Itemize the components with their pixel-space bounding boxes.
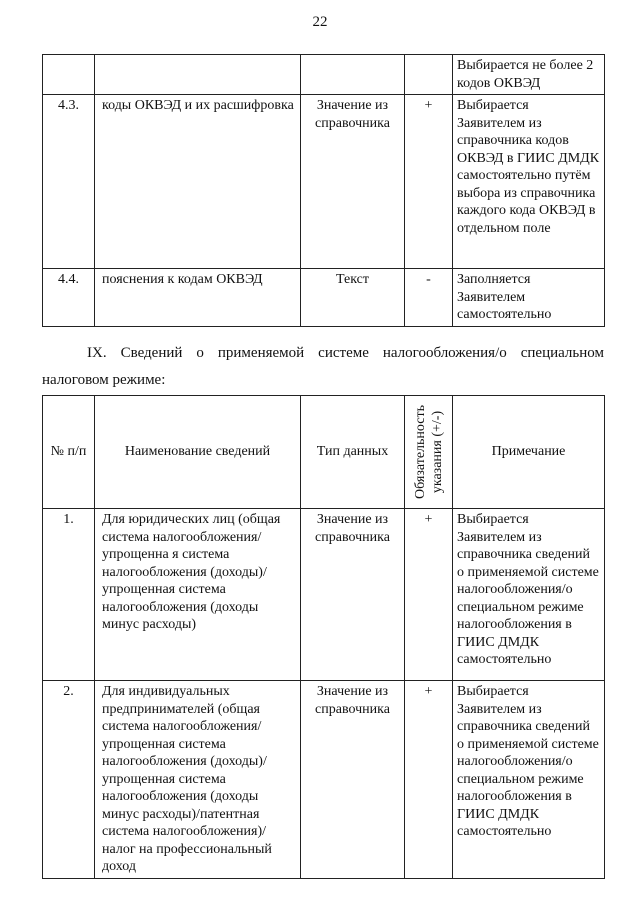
header-required-line2: указания (+/-) xyxy=(429,410,445,494)
row-note: Выбирается не более 2 кодов ОКВЭД xyxy=(453,55,605,95)
header-name: Наименование сведений xyxy=(95,396,301,509)
row-name xyxy=(95,55,301,95)
row-note: Выбирается Заявителем из справочника сведений о применяемой системе налогообложения/о специальном режиме налогообложения в ГИИС ДМДК самостоятельно xyxy=(453,681,605,879)
row-required: + xyxy=(405,509,453,681)
row-number: 2. xyxy=(43,681,95,879)
header-required xyxy=(405,396,453,509)
row-number: 4.4. xyxy=(43,269,95,327)
row-note: Заполняется Заявителем самостоятельно xyxy=(453,269,605,327)
row-number: 1. xyxy=(43,509,95,681)
row-required: - xyxy=(405,269,453,327)
table-row xyxy=(43,269,605,327)
row-required xyxy=(405,55,453,95)
table-row xyxy=(43,509,605,681)
table-row xyxy=(43,55,605,95)
row-type: Значение из справочника xyxy=(301,95,405,269)
okved-table xyxy=(42,54,605,327)
section-heading xyxy=(42,340,604,394)
row-name: Для юридических лиц (общая система налогообложения/упрощенна я система налогообложения (доходы)/упрощенная система налогообложения (доходы минус расходы) xyxy=(95,509,301,681)
page-number: 22 xyxy=(312,14,328,30)
row-name: Для индивидуальных предпринимателей (общая система налогообложения/ упрощенная система налогообложения (доходы)/ упрощенная система налогообложения (доходы минус расходы)/патентная система налогообложения)/ налог на профессиональный доход xyxy=(95,681,301,879)
row-type: Значение из справочника xyxy=(301,681,405,879)
table-row xyxy=(43,95,605,269)
section-heading-line2: налоговом режиме: xyxy=(42,372,166,388)
table-row xyxy=(43,681,605,879)
row-note: Выбирается Заявителем из справочника кодов ОКВЭД в ГИИС ДМДК самостоятельно путём выбора из справочника каждого кода ОКВЭД в отдельном поле xyxy=(453,95,605,269)
table-header-row xyxy=(43,396,605,509)
row-note: Выбирается Заявителем из справочника сведений о применяемой системе налогообложения/о специальном режиме налогообложения в ГИИС ДМДК самостоятельно xyxy=(453,509,605,681)
row-number: 4.3. xyxy=(43,95,95,269)
row-type: Текст xyxy=(301,269,405,327)
tax-regime-table xyxy=(42,395,605,879)
row-required: + xyxy=(405,95,453,269)
section-heading-line1: IX. Сведений о применяемой системе налогообложения/о специальном xyxy=(87,345,604,361)
row-name: пояснения к кодам ОКВЭД xyxy=(95,269,301,327)
row-type xyxy=(301,55,405,95)
row-required: + xyxy=(405,681,453,879)
header-note: Примечание xyxy=(453,396,605,509)
header-required-line1: Обязательность xyxy=(412,405,428,499)
header-type: Тип данных xyxy=(301,396,405,509)
header-number: № п/п xyxy=(43,396,95,509)
row-type: Значение из справочника xyxy=(301,509,405,681)
row-number xyxy=(43,55,95,95)
row-name: коды ОКВЭД и их расшифровка xyxy=(95,95,301,269)
